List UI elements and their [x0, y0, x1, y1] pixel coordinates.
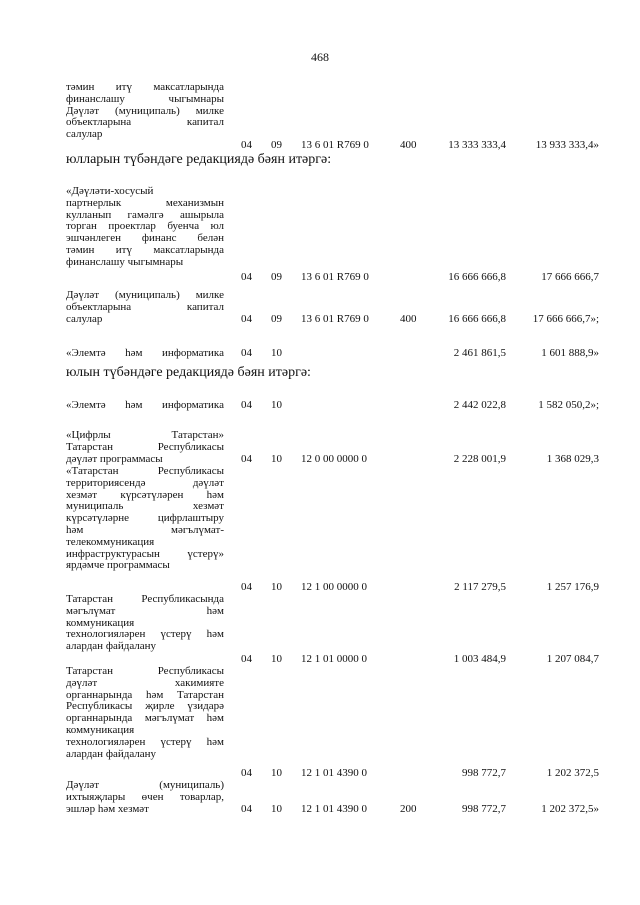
description-word: тəмин: [66, 243, 95, 256]
description-line: алардан файдалану: [66, 747, 157, 760]
description-line: коммуникация: [66, 723, 135, 736]
page-number: 468: [311, 50, 329, 64]
amount-year-1: 13 333 333,4: [448, 139, 506, 151]
description-word: торган: [66, 220, 97, 233]
description-word: максатларында: [153, 81, 224, 93]
amount-year-2: 1 207 084,7: [546, 653, 599, 665]
description-word: тəмин: [66, 81, 95, 93]
description-word: һәм: [206, 628, 224, 641]
description-word: информатика: [162, 399, 224, 411]
description-word: Татарстан: [177, 688, 224, 701]
description-word: финанс: [141, 232, 177, 245]
description-word: «Элемтә: [66, 347, 106, 359]
description-word: проектлар: [108, 220, 156, 233]
target-article-code: 13 6 01 R769 0: [301, 313, 369, 325]
target-article-code: 12 1 01 0000 0: [301, 653, 367, 665]
section-code: 04: [241, 803, 252, 815]
description-word: милке: [195, 104, 224, 117]
description-line: [66, 525, 224, 537]
description-line: финанслашу чыгымнары: [66, 255, 184, 268]
target-article-code: 12 1 01 4390 0: [301, 767, 367, 779]
section-code: 04: [241, 581, 252, 593]
description-line: [66, 400, 224, 412]
description-line: [66, 678, 224, 690]
row-description: [66, 82, 224, 141]
description-word: өчен: [141, 790, 164, 803]
description-line: [66, 198, 224, 210]
amount-year-1: 2 228 001,9: [453, 453, 506, 465]
target-article-code: 12 0 00 0000 0: [301, 453, 367, 465]
row-description: [66, 594, 224, 653]
description-line: алардан файдалану: [66, 640, 157, 653]
amount-year-1: 1 003 484,9: [453, 653, 506, 665]
section-code: 04: [241, 399, 252, 411]
description-word: объектларына: [66, 300, 132, 313]
description-word: «Цифрлы: [66, 429, 111, 441]
description-word: күрсәтүләрне: [66, 512, 130, 525]
section-code: 04: [241, 347, 252, 359]
description-word: Татарстан: [66, 665, 113, 677]
description-word: үстерү»: [187, 547, 224, 560]
description-word: мәгълүмат: [66, 604, 116, 617]
description-word: милке: [195, 289, 224, 301]
amount-year-2: 1 601 888,9»: [541, 347, 599, 359]
description-word: муниципаль: [66, 500, 124, 513]
description-word: Дәүләт: [66, 104, 100, 117]
description-line: [66, 606, 224, 618]
expense-type-code: 400: [400, 313, 417, 325]
description-line: телекоммуникация: [66, 535, 155, 548]
target-article-code: 12 1 00 0000 0: [301, 581, 367, 593]
description-word: (муниципаль): [115, 289, 180, 301]
subsection-code: 10: [271, 767, 282, 779]
instruction-heading: юлын түбәндәге редакциядә бəян итәргә:: [66, 365, 311, 380]
description-line: дәүләт программасы: [66, 452, 163, 465]
description-word: дәүләт: [66, 676, 98, 689]
description-word: механизмын: [165, 196, 224, 209]
amount-year-2: 17 666 666,7: [541, 271, 599, 283]
description-word: «Татарстан: [66, 465, 119, 477]
description-word: җирле: [145, 700, 175, 713]
description-word: үстерү: [160, 628, 192, 641]
description-word: итү: [115, 81, 132, 93]
description-word: юл: [210, 220, 224, 233]
description-line: салулар: [66, 312, 103, 325]
description-word: цифрлаштыру: [157, 512, 224, 525]
row-description: [66, 780, 224, 815]
subsection-code: 09: [271, 139, 282, 151]
description-word: һәм: [206, 488, 224, 501]
description-word: (муниципаль): [115, 104, 180, 117]
description-word: һәм: [206, 735, 224, 748]
description-word: «Элемтә: [66, 399, 106, 411]
amount-year-2: 1 582 050,2»;: [538, 399, 599, 411]
amount-year-2: 13 933 333,4»: [535, 139, 599, 151]
target-article-code: 12 1 01 4390 0: [301, 803, 367, 815]
description-word: капитал: [186, 116, 224, 129]
instruction-heading: юлларын түбәндәге редакциядә бəян итәргә:: [66, 152, 332, 167]
amount-year-1: 998 772,7: [462, 803, 506, 815]
description-line: [66, 348, 224, 360]
row-description: [66, 348, 224, 360]
description-line: салулар: [66, 128, 103, 141]
description-word: күрсәтүләрен: [120, 488, 184, 501]
description-word: Республикасы: [157, 465, 224, 477]
subsection-code: 10: [271, 453, 282, 465]
subsection-code: 10: [271, 803, 282, 815]
amount-year-1: 16 666 666,8: [448, 313, 506, 325]
row-description: [66, 186, 224, 269]
section-code: 04: [241, 271, 252, 283]
description-word: ихтыяҗлары: [66, 790, 126, 803]
description-line: [66, 478, 224, 490]
description-line: эшләр һәм хезмәт: [66, 802, 149, 815]
description-word: буенча: [167, 220, 200, 233]
description-word: һәм: [206, 712, 224, 725]
description-word: үстерү: [160, 735, 192, 748]
description-word: хезмәт: [192, 500, 224, 513]
description-word: белән: [197, 232, 224, 245]
subsection-code: 09: [271, 271, 282, 283]
description-word: һәм: [125, 399, 143, 411]
description-word: кулланып: [66, 208, 112, 221]
description-word: итү: [115, 243, 132, 256]
description-word: һәм: [66, 523, 84, 536]
description-line: «Дәүләти-хосусый: [66, 185, 154, 197]
description-word: Татарстан: [66, 593, 113, 605]
description-word: Татарстан: [66, 440, 113, 453]
subsection-code: 10: [271, 653, 282, 665]
description-word: товарлар,: [179, 790, 224, 803]
amount-year-2: 17 666 666,7»;: [532, 313, 599, 325]
description-word: финанслашу: [66, 92, 125, 105]
row-description: [66, 466, 224, 572]
description-word: Республикасы: [157, 440, 224, 453]
description-word: хезмәт: [66, 488, 98, 501]
amount-year-1: 16 666 666,8: [448, 271, 506, 283]
subsection-code: 09: [271, 313, 282, 325]
section-code: 04: [241, 453, 252, 465]
description-line: [66, 792, 224, 804]
amount-year-2: 1 368 029,3: [546, 453, 599, 465]
description-word: информатика: [162, 347, 224, 359]
description-word: хакимияте: [174, 676, 224, 689]
description-word: Дәүләт: [66, 779, 100, 791]
subsection-code: 10: [271, 399, 282, 411]
section-code: 04: [241, 767, 252, 779]
description-line: [66, 442, 224, 454]
amount-year-2: 1 202 372,5: [546, 767, 599, 779]
description-word: Республикасында: [141, 593, 224, 605]
description-word: Республикасы: [157, 665, 224, 677]
description-word: (муниципаль): [159, 779, 224, 791]
amount-year-1: 2 442 022,8: [453, 399, 506, 411]
description-word: эшчәнлеген: [66, 232, 121, 245]
description-word: Татарстан»: [171, 429, 224, 441]
section-code: 04: [241, 139, 252, 151]
description-word: Республикасы: [66, 700, 133, 713]
expense-type-code: 200: [400, 803, 417, 815]
target-article-code: 13 6 01 R769 0: [301, 139, 369, 151]
description-line: [66, 245, 224, 257]
row-description: [66, 666, 224, 760]
description-word: территориясендә: [66, 476, 146, 489]
description-word: һәм: [206, 604, 224, 617]
description-word: ашырыла: [179, 208, 224, 221]
description-word: объектларына: [66, 116, 132, 129]
section-code: 04: [241, 313, 252, 325]
description-word: Дәүләт: [66, 289, 100, 301]
amount-year-1: 2 117 279,5: [454, 581, 506, 593]
amount-year-1: 2 461 861,5: [453, 347, 506, 359]
description-word: технологияләрен: [66, 735, 146, 748]
amount-year-1: 998 772,7: [462, 767, 506, 779]
description-word: партнерлык: [66, 196, 122, 209]
description-word: һәм: [146, 688, 164, 701]
description-word: капитал: [186, 300, 224, 313]
row-description: [66, 430, 224, 465]
row-description: [66, 290, 224, 325]
amount-year-2: 1 202 372,5»: [541, 803, 599, 815]
description-line: коммуникация: [66, 616, 135, 629]
amount-year-2: 1 257 176,9: [546, 581, 599, 593]
row-description: [66, 400, 224, 412]
description-word: мәгълүмат-: [171, 523, 224, 536]
description-word: инфраструктурасын: [66, 547, 160, 560]
description-word: мәгълүмат: [144, 712, 195, 725]
description-line: [66, 302, 224, 314]
description-word: технологияләрен: [66, 628, 146, 641]
expense-type-code: 400: [400, 139, 417, 151]
subsection-code: 10: [271, 347, 282, 359]
description-word: органнарында: [66, 688, 133, 701]
description-word: дәүләт: [192, 476, 224, 489]
description-word: һәм: [125, 347, 143, 359]
description-word: үзидарә: [187, 700, 224, 713]
description-line: [66, 737, 224, 749]
section-code: 04: [241, 653, 252, 665]
subsection-code: 10: [271, 581, 282, 593]
description-word: гамәлгә: [127, 208, 164, 221]
description-line: [66, 94, 224, 106]
description-word: чыгымнары: [168, 92, 224, 105]
description-word: максатларында: [153, 243, 224, 256]
description-word: органнарында: [66, 712, 133, 725]
target-article-code: 13 6 01 R769 0: [301, 271, 369, 283]
description-line: ярдәмче программасы: [66, 559, 170, 572]
